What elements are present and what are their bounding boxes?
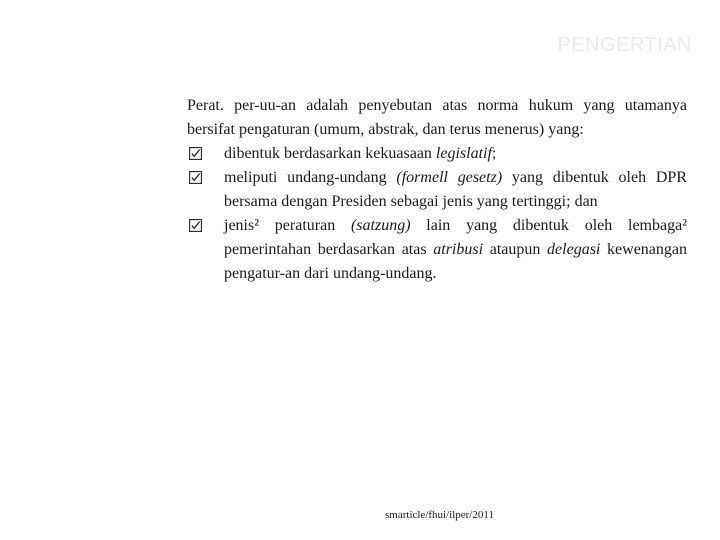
- bullet-text: jenis² peraturan: [224, 217, 351, 234]
- footer-credit: smarticle/fhui/ilper/2011: [385, 509, 494, 521]
- checkbox-checked-icon: [189, 219, 202, 232]
- bullet-text: ataupun: [483, 241, 548, 258]
- bullet-emphasis: legislatif: [435, 145, 492, 162]
- bullet-item: [187, 166, 687, 214]
- slide-body: [187, 94, 687, 286]
- bullet-text: lain yang dibentuk oleh lembaga² pemerintahan berdasarkan atas: [224, 217, 688, 258]
- bullet-item: [187, 214, 687, 286]
- bullet-emphasis: atribusi: [433, 241, 484, 258]
- bullet-text: kewenangan pengatur-an dari undang-undang.: [224, 241, 688, 282]
- bullet-emphasis: (formell gesetz): [396, 169, 503, 186]
- bullet-text: meliputi undang-undang: [224, 169, 397, 186]
- slide-title: PENGERTIAN: [557, 34, 692, 56]
- checkbox-checked-icon: [189, 147, 202, 160]
- bullet-emphasis: (satzung): [350, 217, 411, 234]
- bullet-emphasis: delegasi: [547, 241, 601, 258]
- bullet-text: ;: [491, 145, 497, 162]
- bullet-text: yang dibentuk oleh DPR bersama dengan Presiden sebagai jenis yang tertinggi; dan: [224, 169, 688, 210]
- intro-paragraph: Perat. per-uu-an adalah penyebutan atas norma hukum yang utamanya bersifat pengaturan (umum, abstrak, dan terus menerus) yang:: [187, 97, 687, 138]
- bullet-item: [187, 142, 687, 166]
- bullet-text: dibentuk berdasarkan kekuasaan: [224, 145, 436, 162]
- bullet-list: [187, 142, 687, 286]
- checkbox-checked-icon: [189, 171, 202, 184]
